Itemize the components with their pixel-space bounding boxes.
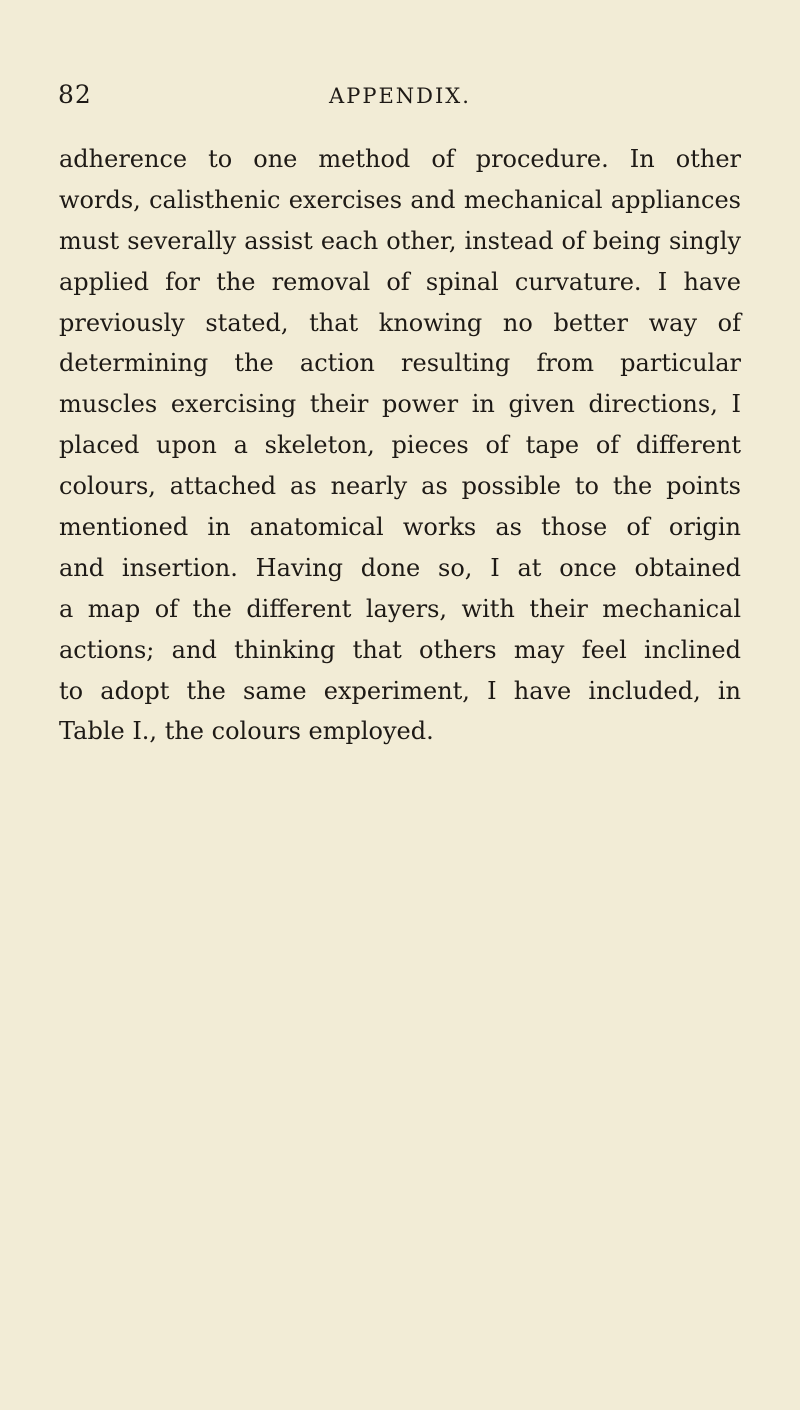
text-line: to adopt the same experiment, I have included, in — [59, 676, 741, 705]
text-line: adherence to one method of procedure. In other — [59, 145, 741, 173]
text-line: a map of the different layers, with their mechanical — [59, 594, 741, 623]
page-number: 82 — [58, 80, 92, 109]
text-line: previously stated, that knowing no better way of — [59, 308, 741, 337]
text-line: mentioned in anatomical works as those of origin — [59, 513, 741, 542]
text-line-last: Table I., the colours employed. — [59, 717, 434, 746]
text-line: placed upon a skeleton, pieces of tape of different — [59, 431, 741, 460]
text-line: words, calisthenic exercises and mechanical appliances — [59, 185, 741, 214]
body-paragraph — [59, 139, 741, 752]
text-line: colours, attached as nearly as possible to the points — [59, 472, 741, 501]
text-line: applied for the removal of spinal curvature. I have — [59, 267, 741, 296]
running-head: APPENDIX. — [329, 84, 471, 108]
text-line: determining the action resulting from particular — [59, 349, 741, 378]
text-line: muscles exercising their power in given directions, I — [59, 390, 741, 419]
text-line: actions; and thinking that others may feel inclined — [59, 635, 741, 664]
text-line: and insertion. Having done so, I at once obtained — [59, 553, 741, 582]
text-line: must severally assist each other, instead of being singly — [59, 226, 741, 255]
